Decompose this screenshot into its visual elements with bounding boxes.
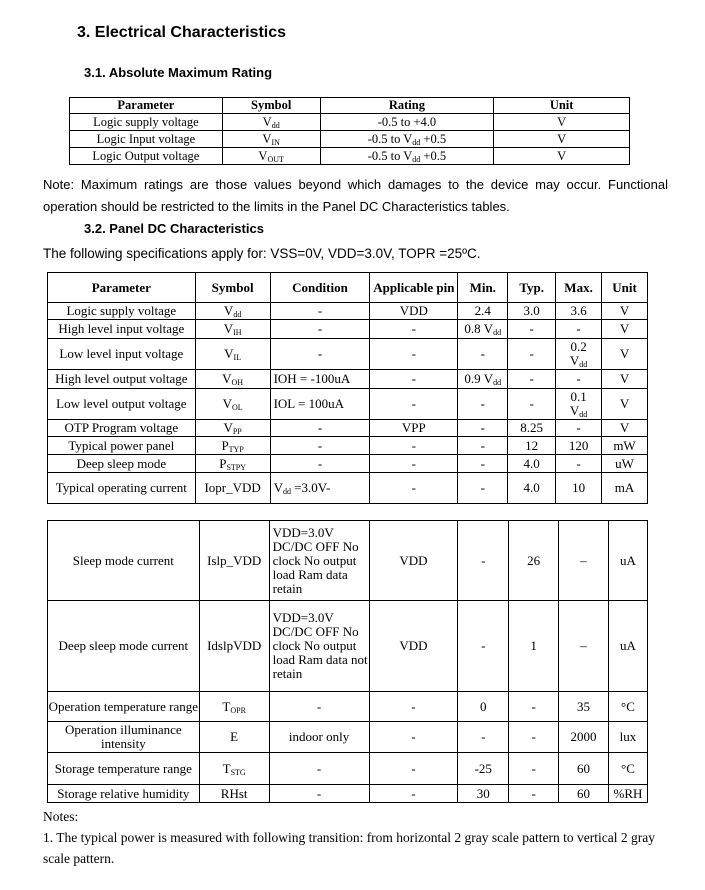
table-cell: 26 <box>509 521 559 601</box>
table-cell: - <box>270 320 370 339</box>
notes-title: Notes: <box>43 809 79 824</box>
table-cell: VDD=3.0V DC/DC OFF No clock No output load Ram data retain <box>269 521 369 601</box>
table-cell: V <box>602 303 648 320</box>
table-cell: OTP Program voltage <box>48 420 196 437</box>
symbol-subscript: dd <box>493 378 502 387</box>
table-cell: mW <box>602 437 648 455</box>
table-cell: - <box>458 521 509 601</box>
table-cell: uA <box>608 601 647 692</box>
table-cell: 4.0 <box>508 473 556 504</box>
table-cell: IOL = 100uA <box>270 389 370 420</box>
table-cell: 10 <box>556 473 602 504</box>
table-cell: °C <box>608 692 647 722</box>
symbol-subscript: dd <box>412 138 421 147</box>
table-cell: – <box>559 521 609 601</box>
table-cell: $V_{IH}$ <box>195 320 270 339</box>
table-row <box>48 692 648 722</box>
table-cell: V <box>602 370 648 389</box>
table-cell: - <box>369 785 458 803</box>
symbol-subscript: dd <box>493 328 502 337</box>
table-cell: V <box>494 114 630 131</box>
table-row <box>70 114 630 131</box>
header-cell: Max. <box>556 273 602 303</box>
symbol-subscript: dd <box>412 155 421 164</box>
table-cell: 120 <box>556 437 602 455</box>
symbol-subscript: IN <box>271 138 280 147</box>
table-cell: Iopr_VDD <box>195 473 270 504</box>
table-cell: - <box>269 753 369 785</box>
table-cell: IOH = -100uA <box>270 370 370 389</box>
table-row <box>48 389 648 420</box>
table-cell: -0.5 to $V_{dd} +0.5$ <box>320 148 494 165</box>
symbol-subscript: dd <box>271 121 280 130</box>
table-cell: $T_{STG}$ <box>199 753 269 785</box>
max-rating-note: Note: Maximum ratings are those values beyond which damages to the device may occur. Functional operation should be restricted to the limits in the Panel DC Characteristics tables. <box>43 177 668 214</box>
table-row <box>48 370 648 389</box>
table-cell: $V_{OUT}$ <box>222 148 320 165</box>
table-row <box>48 521 648 601</box>
table-header-row <box>70 98 630 114</box>
table-cell: Storage temperature range <box>48 753 200 785</box>
table-cell: $P_{STPY}$ <box>195 455 270 473</box>
table-cell: - <box>458 601 509 692</box>
header-cell: Parameter <box>70 98 223 114</box>
table-cell: V <box>494 131 630 148</box>
symbol-subscript: OPR <box>230 705 246 715</box>
table-cell: $V_{IN}$ <box>222 131 320 148</box>
table-row <box>48 339 648 370</box>
table-row <box>48 437 648 455</box>
table-cell: -0.5 to +4.0 <box>320 114 494 131</box>
table-cell: lux <box>608 722 647 753</box>
table-row <box>48 722 648 753</box>
symbol-subscript: dd <box>579 360 588 369</box>
page-heading: 3. Electrical Characteristics <box>77 24 287 41</box>
table-cell: - <box>270 303 370 320</box>
table-cell: - <box>270 339 370 370</box>
table-cell: - <box>370 320 458 339</box>
table-cell: mA <box>602 473 648 504</box>
table-cell: $P_{TYP}$ <box>195 437 270 455</box>
table-cell: - <box>270 437 370 455</box>
table-row <box>48 455 648 473</box>
table-cell: $V_{dd} =3.0V-$ <box>270 473 370 504</box>
table-cell: 3.0 <box>508 303 556 320</box>
table-cell: Deep sleep mode current <box>48 601 200 692</box>
table-cell: Sleep mode current <box>48 521 200 601</box>
table-cell: 8.25 <box>508 420 556 437</box>
table-cell: High level output voltage <box>48 370 196 389</box>
note-item: 1. The typical power is measured with following transition: from horizontal 2 gray scale pattern to vertical 2 gray scale pattern. <box>43 830 655 866</box>
table-cell: Typical power panel <box>48 437 196 455</box>
symbol-subscript: TYP <box>228 444 244 454</box>
table-cell: 2.4 <box>458 303 508 320</box>
table-cell: Islp_VDD <box>199 521 269 601</box>
table-cell: VDD=3.0V DC/DC OFF No clock No output load Ram data not retain <box>269 601 369 692</box>
table-cell: Logic supply voltage <box>48 303 196 320</box>
table-cell: $V_{PP}$ <box>195 420 270 437</box>
table-cell: $V_{OH}$ <box>195 370 270 389</box>
table-cell: - <box>370 473 458 504</box>
header-cell: Symbol <box>195 273 270 303</box>
symbol-subscript: OUT <box>267 155 284 164</box>
table-cell: 0.2 $V_{dd}$ <box>556 339 602 370</box>
table-cell: uW <box>602 455 648 473</box>
table-cell: - <box>458 473 508 504</box>
table-cell: - <box>370 455 458 473</box>
table-cell: - <box>509 692 559 722</box>
table-cell: $V_{IL}$ <box>195 339 270 370</box>
table-cell: - <box>458 437 508 455</box>
table-cell: - <box>508 389 556 420</box>
table-cell: E <box>199 722 269 753</box>
table-cell: - <box>369 753 458 785</box>
table-cell: V <box>602 320 648 339</box>
table-cell: Logic Input voltage <box>70 131 223 148</box>
symbol-subscript: dd <box>579 410 588 419</box>
table-row <box>48 473 648 504</box>
header-cell: Parameter <box>48 273 196 303</box>
table-cell: 0.1 $V_{dd}$ <box>556 389 602 420</box>
table-cell: -0.5 to $V_{dd} +0.5$ <box>320 131 494 148</box>
table-cell: Operation temperature range <box>48 692 200 722</box>
table-cell: VDD <box>369 601 458 692</box>
header-cell: Min. <box>458 273 508 303</box>
table-cell: - <box>556 455 602 473</box>
current-temperature-table <box>47 520 648 803</box>
table-cell: 30 <box>458 785 509 803</box>
table-row <box>48 420 648 437</box>
table-cell: - <box>369 692 458 722</box>
header-cell: Rating <box>320 98 494 114</box>
table-cell: IdslpVDD <box>199 601 269 692</box>
table-cell: - <box>269 692 369 722</box>
table-cell: Logic supply voltage <box>70 114 223 131</box>
table-row <box>48 785 648 803</box>
table-cell: High level input voltage <box>48 320 196 339</box>
table-cell: indoor only <box>269 722 369 753</box>
table-cell: VPP <box>370 420 458 437</box>
table-cell: uA <box>608 521 647 601</box>
table-cell: VDD <box>370 303 458 320</box>
table-cell: - <box>508 320 556 339</box>
symbol-subscript: OL <box>231 403 243 412</box>
table-cell: $V_{dd}$ <box>195 303 270 320</box>
table-cell: - <box>270 420 370 437</box>
table-cell: Typical operating current <box>48 473 196 504</box>
panel-dc-table <box>47 272 648 504</box>
header-cell: Unit <box>602 273 648 303</box>
table-cell: - <box>458 455 508 473</box>
table-cell: Storage relative humidity <box>48 785 200 803</box>
table-row <box>48 303 648 320</box>
table-cell: Low level output voltage <box>48 389 196 420</box>
table-cell: Operation illuminance intensity <box>48 722 200 753</box>
table-cell: - <box>508 370 556 389</box>
table-cell: 12 <box>508 437 556 455</box>
table-cell: - <box>458 420 508 437</box>
symbol-subscript: OH <box>231 378 244 387</box>
table-cell: - <box>370 437 458 455</box>
table-cell: $V_{OL}$ <box>195 389 270 420</box>
spec-conditions: The following specifications apply for: VSS=0V, VDD=3.0V, TOPR =25ºC. <box>43 246 481 261</box>
table-cell: - <box>370 389 458 420</box>
table-cell: - <box>509 753 559 785</box>
absolute-max-table <box>69 97 630 165</box>
section-title-absolute-max: 3.1. Absolute Maximum Rating <box>84 65 273 80</box>
symbol-subscript: IL <box>233 353 242 362</box>
table-cell: 2000 <box>559 722 609 753</box>
table-cell: V <box>494 148 630 165</box>
table-cell: V <box>602 420 648 437</box>
table-row <box>48 601 648 692</box>
table-cell: VDD <box>369 521 458 601</box>
table-cell: - <box>556 420 602 437</box>
table-cell: - <box>370 370 458 389</box>
table-cell: V <box>602 389 648 420</box>
table-cell: 3.6 <box>556 303 602 320</box>
table-cell: - <box>270 455 370 473</box>
table-row <box>48 320 648 339</box>
table-cell: V <box>602 339 648 370</box>
table-cell: - <box>370 339 458 370</box>
table-cell: 1 <box>509 601 559 692</box>
table-cell: $T_{OPR}$ <box>199 692 269 722</box>
table-cell: Low level input voltage <box>48 339 196 370</box>
symbol-subscript: IH <box>233 328 242 337</box>
symbol-subscript: STG <box>230 767 246 777</box>
header-cell: Condition <box>270 273 370 303</box>
table-cell: 60 <box>559 753 609 785</box>
table-cell: $V_{dd}$ <box>222 114 320 131</box>
table-cell: - <box>369 722 458 753</box>
symbol-subscript: dd <box>282 487 291 496</box>
table-cell: 35 <box>559 692 609 722</box>
table-cell: - <box>458 389 508 420</box>
header-cell: Typ. <box>508 273 556 303</box>
table-row <box>70 148 630 165</box>
notes-block <box>43 806 663 869</box>
table-cell: RHst <box>199 785 269 803</box>
table-header-row <box>48 273 648 303</box>
symbol-subscript: dd <box>233 310 242 319</box>
table-cell: %RH <box>608 785 647 803</box>
table-cell: - <box>509 785 559 803</box>
table-cell: Logic Output voltage <box>70 148 223 165</box>
symbol-subscript: PP <box>232 427 242 436</box>
header-cell: Unit <box>494 98 630 114</box>
table-cell: 60 <box>559 785 609 803</box>
table-cell: 0.8 $V_{dd}$ <box>458 320 508 339</box>
table-cell: - <box>269 785 369 803</box>
table-cell: Deep sleep mode <box>48 455 196 473</box>
section-title-panel-dc: 3.2. Panel DC Characteristics <box>84 221 264 236</box>
table-cell: 4.0 <box>508 455 556 473</box>
table-cell: - <box>556 320 602 339</box>
table-cell: °C <box>608 753 647 785</box>
symbol-subscript: STPY <box>226 462 247 472</box>
table-cell: - <box>458 722 509 753</box>
table-cell: - <box>458 339 508 370</box>
table-row <box>48 753 648 785</box>
header-cell: Applicable pin <box>370 273 458 303</box>
table-row <box>70 131 630 148</box>
table-cell: - <box>508 339 556 370</box>
table-cell: 0.9 $V_{dd}$ <box>458 370 508 389</box>
table-cell: – <box>559 601 609 692</box>
table-cell: -25 <box>458 753 509 785</box>
header-cell: Symbol <box>222 98 320 114</box>
table-cell: 0 <box>458 692 509 722</box>
table-cell: - <box>556 370 602 389</box>
table-cell: - <box>509 722 559 753</box>
